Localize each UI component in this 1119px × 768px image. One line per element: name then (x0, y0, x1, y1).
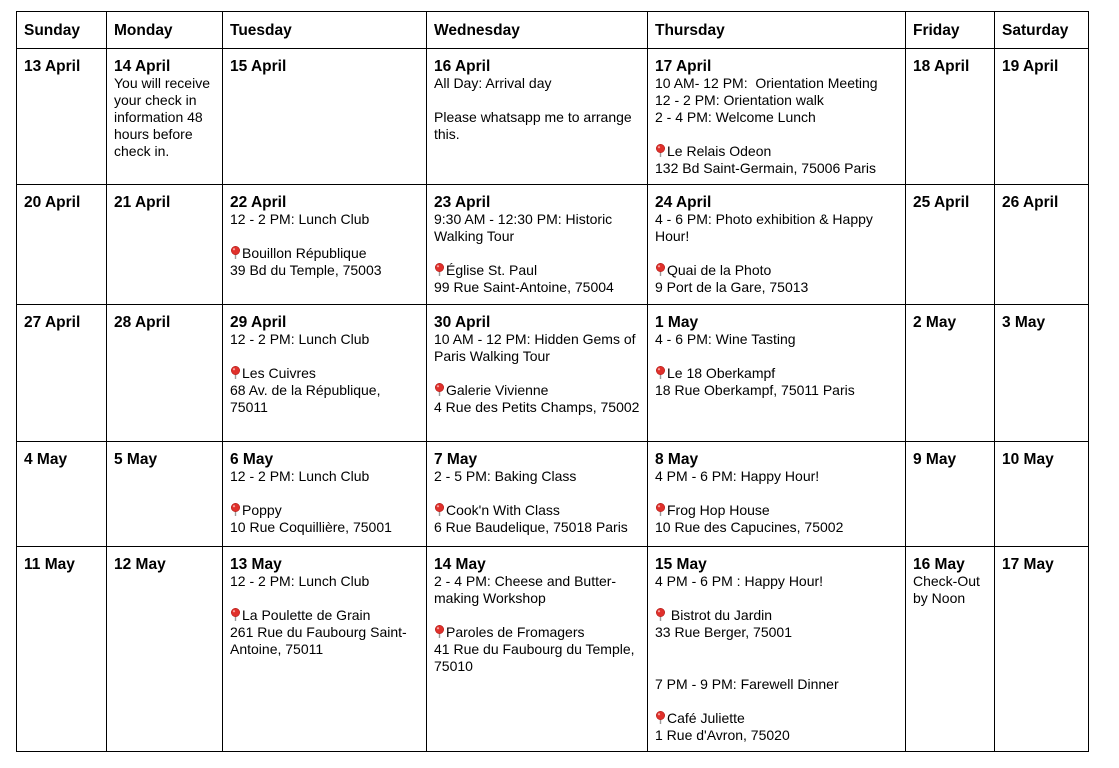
location-name-text: Paroles de Fromagers (446, 624, 585, 640)
location-name (655, 502, 898, 519)
event-text: 12 - 2 PM: Orientation walk (655, 92, 824, 108)
date-label: 27 April (24, 314, 81, 331)
spacer (230, 228, 419, 245)
date-label: 15 April (230, 58, 287, 75)
day-cell (906, 442, 995, 547)
event-text: 4 PM - 6 PM: Happy Hour! (655, 468, 820, 484)
map-pin-icon (230, 366, 241, 379)
date-label: 4 May (24, 451, 68, 468)
date-label: 22 April (230, 194, 287, 211)
day-cell (995, 185, 1089, 305)
location-name (655, 710, 898, 727)
location-address: 10 Rue Coquillière, 75001 (230, 519, 392, 535)
date-label: 15 May (655, 556, 707, 573)
date-label: 19 April (1002, 58, 1059, 75)
day-cell (17, 305, 107, 442)
date-label: 13 April (24, 58, 81, 75)
day-cell (648, 49, 906, 185)
location-address: 33 Rue Berger, 75001 (655, 624, 792, 640)
map-pin-icon (434, 503, 445, 516)
day-cell (648, 185, 906, 305)
map-pin-icon (655, 711, 666, 724)
spacer (434, 245, 640, 262)
day-cell (995, 305, 1089, 442)
event-text: You will receive your check in information 48 hours before check in. (114, 75, 214, 159)
day-cell (906, 547, 995, 752)
day-cell (17, 547, 107, 752)
day-header-sunday: Sunday (17, 12, 107, 49)
spacer (230, 348, 419, 365)
day-cell (17, 442, 107, 547)
map-pin-icon (434, 625, 445, 638)
spacer (655, 245, 898, 262)
day-cell (107, 185, 223, 305)
date-label: 9 May (913, 451, 957, 468)
location-name-text: Les Cuivres (242, 365, 316, 381)
location-address: 39 Bd du Temple, 75003 (230, 262, 382, 278)
date-label: 16 May (913, 556, 965, 573)
location-name-text: Le Relais Odeon (667, 143, 772, 159)
event-text: 12 - 2 PM: Lunch Club (230, 331, 370, 347)
day-cell (906, 49, 995, 185)
event-text: 2 - 4 PM: Welcome Lunch (655, 109, 816, 125)
location-name (230, 502, 419, 519)
day-header-monday: Monday (107, 12, 223, 49)
week-row (17, 547, 1089, 752)
location-name-text: Poppy (242, 502, 282, 518)
event-text: 12 - 2 PM: Lunch Club (230, 211, 370, 227)
spacer (655, 485, 898, 502)
day-cell (223, 305, 427, 442)
location-name-text: La Poulette de Grain (242, 607, 371, 623)
map-pin-icon (655, 263, 666, 276)
location-name-text: Bistrot du Jardin (667, 607, 773, 623)
map-pin-icon (655, 608, 666, 621)
event-text: 4 PM - 6 PM : Happy Hour! (655, 573, 824, 589)
day-cell (995, 49, 1089, 185)
map-pin-icon (434, 263, 445, 276)
day-cell (223, 49, 427, 185)
date-label: 3 May (1002, 314, 1046, 331)
day-cell (427, 305, 648, 442)
day-cell (107, 49, 223, 185)
location-address: 41 Rue du Faubourg du Temple, 75010 (434, 641, 639, 674)
spacer (655, 641, 898, 676)
event-text: 12 - 2 PM: Lunch Club (230, 573, 370, 589)
location-name-text: Cook'n With Class (446, 502, 560, 518)
event-text: All Day: Arrival day (434, 75, 552, 91)
date-label: 14 May (434, 556, 486, 573)
map-pin-icon (230, 246, 241, 259)
day-cell (17, 49, 107, 185)
date-label: 2 May (913, 314, 957, 331)
date-label: 28 April (114, 314, 171, 331)
location-name-text: Galerie Vivienne (446, 382, 549, 398)
day-cell (427, 547, 648, 752)
day-cell (223, 185, 427, 305)
event-text: 10 AM - 12 PM: Hidden Gems of Paris Walking Tour (434, 331, 640, 364)
date-label: 23 April (434, 194, 491, 211)
week-row (17, 49, 1089, 185)
day-cell (223, 442, 427, 547)
spacer (655, 693, 898, 710)
day-cell (107, 442, 223, 547)
location-address: 261 Rue du Faubourg Saint-Antoine, 75011 (230, 624, 407, 657)
day-cell (648, 442, 906, 547)
location-address: 99 Rue Saint-Antoine, 75004 (434, 279, 614, 295)
location-name-text: Café Juliette (667, 710, 745, 726)
map-pin-icon (655, 366, 666, 379)
date-label: 20 April (24, 194, 81, 211)
location-name (655, 262, 898, 279)
spacer (655, 590, 898, 607)
map-pin-icon (655, 144, 666, 157)
location-name (230, 245, 419, 262)
day-cell (906, 305, 995, 442)
location-name-text: Frog Hop House (667, 502, 770, 518)
location-address: 9 Port de la Gare, 75013 (655, 279, 809, 295)
spacer (434, 485, 640, 502)
date-label: 7 May (434, 451, 478, 468)
location-name (230, 607, 419, 624)
location-address: 68 Av. de la République, 75011 (230, 382, 385, 415)
spacer (230, 485, 419, 502)
location-name-text: Église St. Paul (446, 262, 538, 278)
map-pin-icon (230, 503, 241, 516)
day-header-saturday: Saturday (995, 12, 1089, 49)
week-row (17, 185, 1089, 305)
location-name (655, 143, 898, 160)
day-cell (648, 547, 906, 752)
location-name (434, 624, 640, 641)
date-label: 18 April (913, 58, 970, 75)
spacer (434, 607, 640, 624)
week-row (17, 442, 1089, 547)
location-name-text: Quai de la Photo (667, 262, 772, 278)
spacer (655, 126, 898, 143)
date-label: 5 May (114, 451, 158, 468)
location-name (434, 262, 640, 279)
day-header-friday: Friday (906, 12, 995, 49)
spacer (655, 348, 898, 365)
date-label: 17 May (1002, 556, 1054, 573)
location-name (655, 365, 898, 382)
date-label: 11 May (24, 556, 75, 573)
date-label: 29 April (230, 314, 287, 331)
day-cell (427, 442, 648, 547)
week-row (17, 305, 1089, 442)
calendar-body (17, 49, 1089, 752)
header-row (17, 12, 1089, 49)
day-cell (17, 185, 107, 305)
event-text: 4 - 6 PM: Wine Tasting (655, 331, 796, 347)
date-label: 16 April (434, 58, 491, 75)
spacer (434, 92, 640, 109)
date-label: 24 April (655, 194, 712, 211)
location-address: 6 Rue Baudelique, 75018 Paris (434, 519, 628, 535)
location-name-text: Le 18 Oberkampf (667, 365, 776, 381)
date-label: 13 May (230, 556, 282, 573)
calendar-table (16, 11, 1089, 752)
location-name-text: Bouillon République (242, 245, 367, 261)
map-pin-icon (434, 383, 445, 396)
day-header-wednesday: Wednesday (427, 12, 648, 49)
day-header-thursday: Thursday (648, 12, 906, 49)
date-label: 6 May (230, 451, 274, 468)
spacer (230, 590, 419, 607)
event-text: 7 PM - 9 PM: Farewell Dinner (655, 676, 839, 692)
day-cell (648, 305, 906, 442)
event-text: Check-Out by Noon (913, 573, 984, 606)
event-text: 12 - 2 PM: Lunch Club (230, 468, 370, 484)
day-cell (995, 547, 1089, 752)
location-address: 18 Rue Oberkampf, 75011 Paris (655, 382, 855, 398)
day-cell (107, 305, 223, 442)
day-cell (427, 185, 648, 305)
date-label: 1 May (655, 314, 699, 331)
location-address: 1 Rue d'Avron, 75020 (655, 727, 790, 743)
location-address: 4 Rue des Petits Champs, 75002 (434, 399, 640, 415)
spacer (434, 365, 640, 382)
day-cell (223, 547, 427, 752)
date-label: 21 April (114, 194, 171, 211)
day-cell (906, 185, 995, 305)
date-label: 25 April (913, 194, 970, 211)
location-address: 132 Bd Saint-Germain, 75006 Paris (655, 160, 877, 176)
day-cell (107, 547, 223, 752)
map-pin-icon (230, 608, 241, 621)
location-name (655, 607, 898, 624)
date-label: 14 April (114, 58, 171, 75)
event-text: 9:30 AM - 12:30 PM: Historic Walking Tour (434, 211, 620, 244)
date-label: 26 April (1002, 194, 1059, 211)
day-cell (995, 442, 1089, 547)
date-label: 12 May (114, 556, 166, 573)
event-text: 4 - 6 PM: Photo exhibition & Happy Hour! (655, 211, 877, 244)
location-name (434, 502, 640, 519)
date-label: 17 April (655, 58, 712, 75)
date-label: 8 May (655, 451, 699, 468)
event-text: 2 - 5 PM: Baking Class (434, 468, 577, 484)
day-header-tuesday: Tuesday (223, 12, 427, 49)
location-address: 10 Rue des Capucines, 75002 (655, 519, 844, 535)
event-text: Please whatsapp me to arrange this. (434, 109, 636, 142)
event-text: 10 AM- 12 PM: Orientation Meeting (655, 75, 878, 91)
location-name (434, 382, 640, 399)
event-text: 2 - 4 PM: Cheese and Butter-making Workshop (434, 573, 617, 606)
day-cell (427, 49, 648, 185)
date-label: 30 April (434, 314, 491, 331)
date-label: 10 May (1002, 451, 1054, 468)
location-name (230, 365, 419, 382)
map-pin-icon (655, 503, 666, 516)
